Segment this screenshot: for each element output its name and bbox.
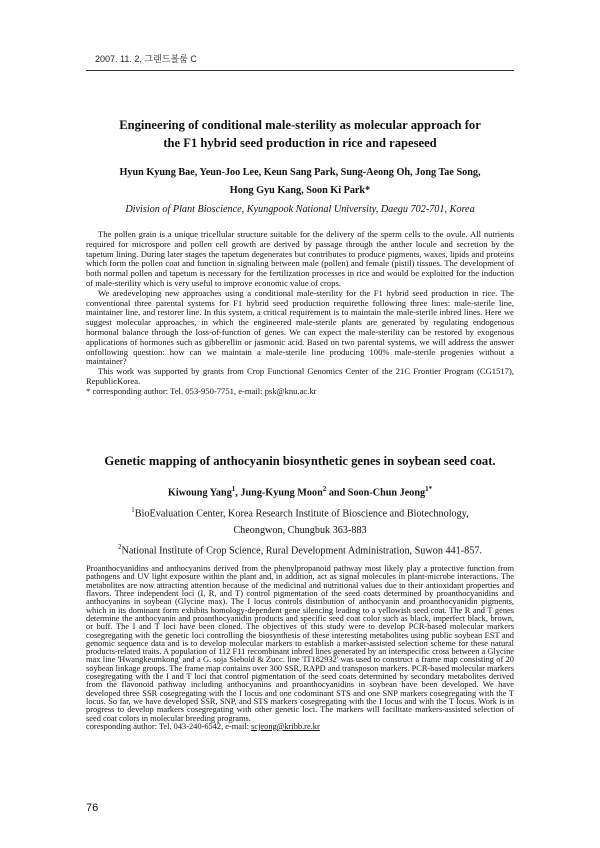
abstract-1 bbox=[86, 116, 514, 397]
affil-1-line2: Cheongwon, Chungbuk 363-883 bbox=[233, 524, 367, 536]
paper1-authors bbox=[86, 164, 514, 200]
author-1-sup: 1 bbox=[231, 485, 236, 493]
abstract-2 bbox=[86, 452, 514, 731]
paper2-authors: Kiwoung Yang$^1$, Jung-Kyung Moon$^2$ and Soon-Chun Jeong$^{1*}$ bbox=[167, 485, 433, 499]
affil-2-text: National Institute of Crop Science, Rural Development Administration, Suwon 441-857. bbox=[121, 545, 482, 557]
paper1-authors-line1: Hyun Kyung Bae, Yeun-Joo Lee, Keun Sang Park, Sung-Aeong Oh, Jong Tae Song, bbox=[119, 167, 481, 178]
author-3: Soon-Chun Jeong bbox=[347, 487, 426, 499]
paper2-affiliation-1 bbox=[86, 502, 514, 538]
affil-2-sup: 2 bbox=[118, 542, 122, 551]
page-number: 76 bbox=[86, 802, 99, 814]
paper2-affiliation-2 bbox=[86, 539, 514, 559]
affil-1-sup: 1 bbox=[131, 506, 135, 515]
author-and: and bbox=[328, 487, 346, 499]
paper1-correspondence: * corresponding author: Tel. 053-950-7751, e-mail: psk@knu.ac.kr bbox=[86, 385, 317, 396]
paper2-title: Genetic mapping of anthocyanin biosynthetic genes in soybean seed coat. bbox=[104, 454, 496, 468]
paper1-affiliation: Division of Plant Bioscience, Kyungpook National University, Daegu 702-701, Korea bbox=[125, 204, 475, 215]
paper2-correspondence-prefix: coresponding author: Tel. 043-240-6542, e-mail: bbox=[86, 721, 252, 731]
paper1-title-line1: Engineering of conditional male-sterility as molecular approach for bbox=[119, 118, 481, 132]
paper2-correspondence bbox=[86, 723, 514, 731]
paper2-abstract: Proanthocyanidins and anthocyanins derived from the phenylpropanoid pathway most likely play a protective function from pathogens and UV light exposure within the plant and, in addition, act as signal molecules in plant-microbe interactions. The metabolites are now attracting attention because of the medicinal and nutritional values due to their antioxidant properties and flavors. Three independent loci (I, R, and T) control pigmentation of the seed coats determined by proanthocyanidins and anthocyanins in soybean (Glycine max). The I locus controls distribution of anthocyanin and proanthocyanidin pigments, which in its dominant form exhibits homology-dependent gene silencing leading to a yellowish seed coat. The R and T genes determine the anthocyanin and proanthocyanidin products and specific seed coat color such as black, imperfect black, brown, or buff. The I and T loci have been cloned. The objectives of this study were to develop PCR-based molecular markers cosegregating with the genetic loci controlling the biosynthesis of these interesting metabolites using public soybean EST and genomic sequence data and is to develop molecular markers to establish a marker-assisted selection scheme for these natural products-related traits. A population of 112 F11 recombinant inbred lines generated by an interspecific cross between a Glycine max line 'Hwangkeumkong' and a G. soja Siebold & Zucc. line 'IT182932' was used to construct a frame map consisting of 20 soybean linkage groups. The frame map contains over 300 SSR, RAPD and transposon markers. PCR-based molecular markers cosegregating with the I and T loci that control pigmentation of the seed coats determined by secondary metabolites derived from the flavonoid pathway including anthocyanins and proanthocyanidins in soybean have been developed. We have developed three SSR cosegregating with the I locus and one codominant STS and one SNP markers cosegregating with the T locus. So far, we have developed SSR, SNP, and STS markers cosegregating with the I locus and with the T locus. Work is in progress to develop markers cosegregating with other genetic loci. The markers will facilitate markers-assisted selection of seed coat colors in molecular breeding programs. bbox=[86, 564, 514, 723]
paper1-authors-line2: Hong Gyu Kang, Soon Ki Park* bbox=[229, 185, 371, 196]
author-2-sup: 2 bbox=[322, 485, 327, 493]
paper1-paragraph-1: The pollen grain is a unique tricellular structure suitable for the delivery of the sperm cells to the ovule. All nutrients required for microspore and pollen cell growth are derived by passage through the anther locule and secretion by the tapetum lining. During later stages the tapetum degenerates but contributes to produce pigments, waxes, lipids and proteins which form the pollen coat and function in signaling between male (pollen) and female (pistil) tissues. The development of both normal pollen and tapetum is necessary for the fertilization processes in rice and would be exploited for the induction of male-sterility which is very useful to improve economic value of crops. bbox=[86, 229, 514, 288]
author-1: Kiwoung Yang bbox=[167, 487, 232, 499]
affil-1-line1: BioEvaluation Center, Korea Research Institute of Bioscience and Biotechnology, bbox=[134, 508, 469, 520]
header-rule bbox=[86, 70, 514, 71]
paper1-title-line2: the F1 hybrid seed production in rice and rapeseed bbox=[163, 136, 437, 150]
paper1-paragraph-2: We aredeveloping new approaches using a conditional male-sterility for the F1 hybrid seed production in rice. The conventional three parental systems for F1 hybrid seed production requirethe following three lines: male-sterile line, maintainer line, and restorer line. In this system, a critical requirement is to maintain the male-sterile inbred lines. Here we suggest molecular approaches, in which the engineered male-sterile plants are generated by regulating endogenous hormonal balance through the loss-of-function of genes. We can expect the male-sterility can be restored by exogenous applications of hormones such as gibberellin or jasmonic acid. Based on two parental systems, we will address the answer onfollowing question: how can we maintain a male-sterile line producing 100% male-sterile progenies without a maintainer? bbox=[86, 287, 514, 367]
running-head: 2007. 11. 2, 그랜드볼룸 C bbox=[95, 54, 197, 64]
paper2-email-link[interactable]: scjeong@kribb.re.kr bbox=[251, 721, 320, 731]
author-2: Jung-Kyung Moon bbox=[240, 487, 323, 499]
author-3-sup: 1* bbox=[425, 485, 433, 493]
paper1-paragraph-3: This work was supported by grants from Crop Functional Genomics Center of the 21C Frontier Program (CG1517), RepublicKorea. bbox=[86, 366, 514, 386]
paper1-title bbox=[86, 116, 514, 152]
